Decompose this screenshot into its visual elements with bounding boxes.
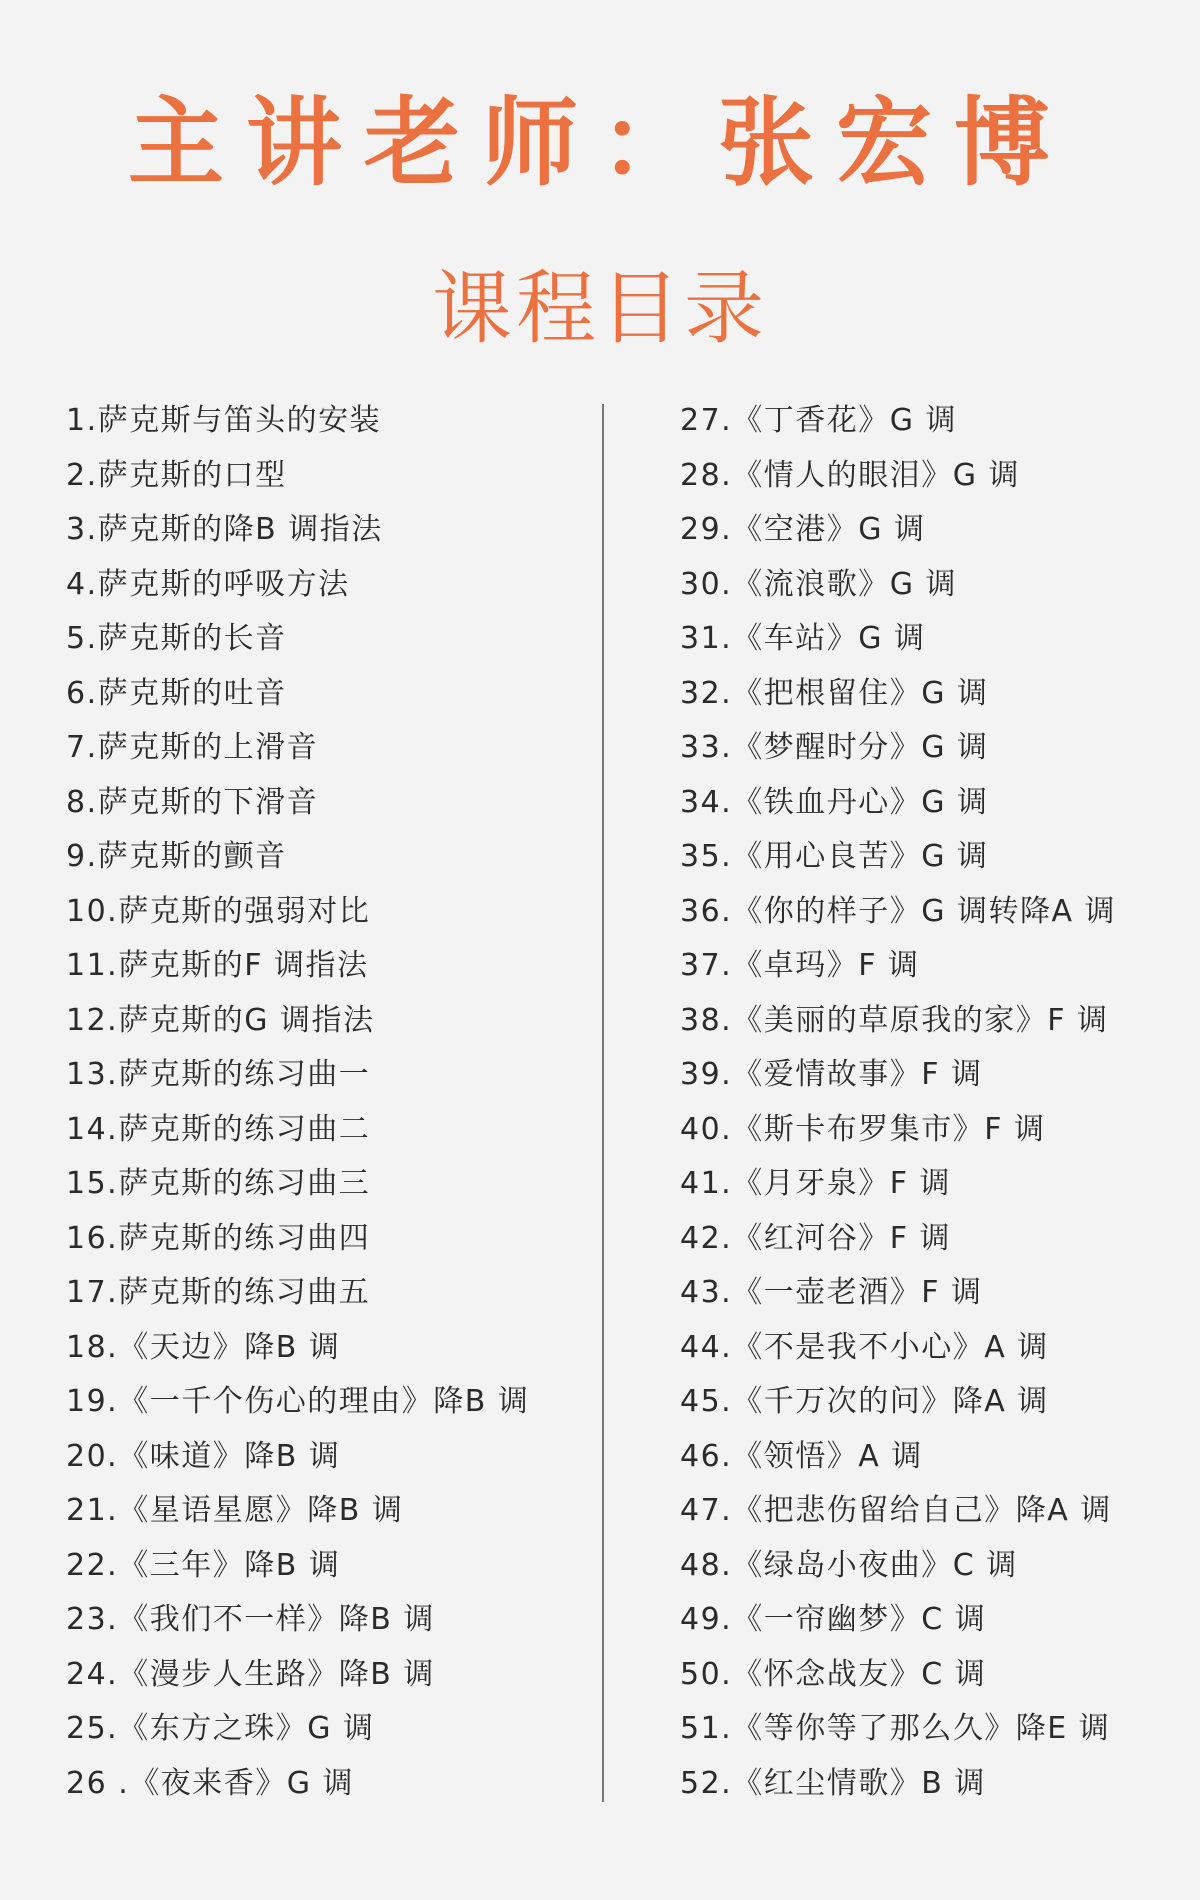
course-item: 43.《一壶老酒》F 调 bbox=[680, 1275, 983, 1310]
course-item: 15.萨克斯的练习曲三 bbox=[66, 1166, 371, 1201]
course-item: 20.《味道》降B 调 bbox=[66, 1438, 341, 1474]
course-item: 3.萨克斯的降B 调指法 bbox=[66, 512, 383, 547]
course-item: 41.《月牙泉》F 调 bbox=[680, 1166, 952, 1201]
course-item: 30.《流浪歌》G 调 bbox=[680, 566, 957, 602]
course-item: 35.《用心良苦》G 调 bbox=[680, 839, 989, 874]
course-item: 14.萨克斯的练习曲二 bbox=[66, 1111, 371, 1147]
course-item: 5.萨克斯的长音 bbox=[66, 621, 287, 656]
course-item: 50.《怀念战友》C 调 bbox=[680, 1656, 987, 1692]
column-divider bbox=[602, 404, 604, 1802]
course-item: 34.《铁血丹心》G 调 bbox=[680, 784, 989, 820]
catalog-title: 课程目录 bbox=[432, 262, 768, 355]
course-item: 51.《等你等了那么久》降E 调 bbox=[680, 1711, 1111, 1746]
course-item: 40.《斯卡布罗集市》F 调 bbox=[680, 1111, 1046, 1147]
course-item: 10.萨克斯的强弱对比 bbox=[66, 893, 371, 929]
course-item: 9.萨克斯的颤音 bbox=[66, 839, 287, 874]
course-item: 2.萨克斯的口型 bbox=[66, 457, 287, 493]
course-item: 13.萨克斯的练习曲一 bbox=[66, 1057, 371, 1092]
course-item: 37.《卓玛》F 调 bbox=[680, 948, 920, 983]
course-list-right bbox=[680, 394, 1180, 1811]
course-item: 23.《我们不一样》降B 调 bbox=[66, 1602, 435, 1637]
course-item: 4.萨克斯的呼吸方法 bbox=[66, 566, 350, 602]
course-item: 36.《你的样子》G 调转降A 调 bbox=[680, 893, 1117, 929]
course-item: 52.《红尘情歌》B 调 bbox=[680, 1765, 986, 1801]
course-list-left bbox=[66, 394, 586, 1811]
course-item: 29.《空港》G 调 bbox=[680, 512, 926, 547]
course-item: 19.《一千个伤心的理由》降B 调 bbox=[66, 1384, 530, 1419]
course-item: 17.萨克斯的练习曲五 bbox=[66, 1275, 371, 1310]
course-item: 8.萨克斯的下滑音 bbox=[66, 784, 319, 820]
course-item: 26 .《夜来香》G 调 bbox=[66, 1765, 355, 1801]
course-item: 27.《丁香花》G 调 bbox=[680, 403, 957, 438]
course-item: 11.萨克斯的F 调指法 bbox=[66, 948, 369, 983]
course-item: 42.《红河谷》F 调 bbox=[680, 1220, 952, 1256]
course-item: 39.《爱情故事》F 调 bbox=[680, 1057, 983, 1092]
course-item: 21.《星语星愿》降B 调 bbox=[66, 1493, 404, 1528]
course-item: 7.萨克斯的上滑音 bbox=[66, 730, 319, 765]
course-item: 1.萨克斯与笛头的安装 bbox=[66, 403, 382, 438]
course-item: 46.《领悟》A 调 bbox=[680, 1438, 923, 1474]
course-item: 12.萨克斯的G 调指法 bbox=[66, 1002, 375, 1038]
course-item: 18.《天边》降B 调 bbox=[66, 1329, 341, 1365]
course-item: 47.《把悲伤留给自己》降A 调 bbox=[680, 1493, 1112, 1528]
course-item: 25.《东方之珠》G 调 bbox=[66, 1711, 375, 1746]
course-item: 45.《千万次的问》降A 调 bbox=[680, 1384, 1049, 1419]
course-item: 31.《车站》G 调 bbox=[680, 621, 926, 656]
teacher-title: 主讲老师：张宏博 bbox=[128, 87, 1072, 199]
course-item: 6.萨克斯的吐音 bbox=[66, 675, 287, 711]
course-item: 32.《把根留住》G 调 bbox=[680, 675, 989, 711]
course-item: 38.《美丽的草原我的家》F 调 bbox=[680, 1002, 1109, 1038]
course-item: 28.《情人的眼泪》G 调 bbox=[680, 457, 1020, 493]
course-item: 22.《三年》降B 调 bbox=[66, 1547, 341, 1583]
course-item: 49.《一帘幽梦》C 调 bbox=[680, 1602, 987, 1637]
course-item: 48.《绿岛小夜曲》C 调 bbox=[680, 1547, 1018, 1583]
course-item: 33.《梦醒时分》G 调 bbox=[680, 730, 989, 765]
course-item: 16.萨克斯的练习曲四 bbox=[66, 1220, 371, 1256]
course-item: 24.《漫步人生路》降B 调 bbox=[66, 1656, 435, 1692]
course-item: 44.《不是我不小心》A 调 bbox=[680, 1329, 1049, 1365]
